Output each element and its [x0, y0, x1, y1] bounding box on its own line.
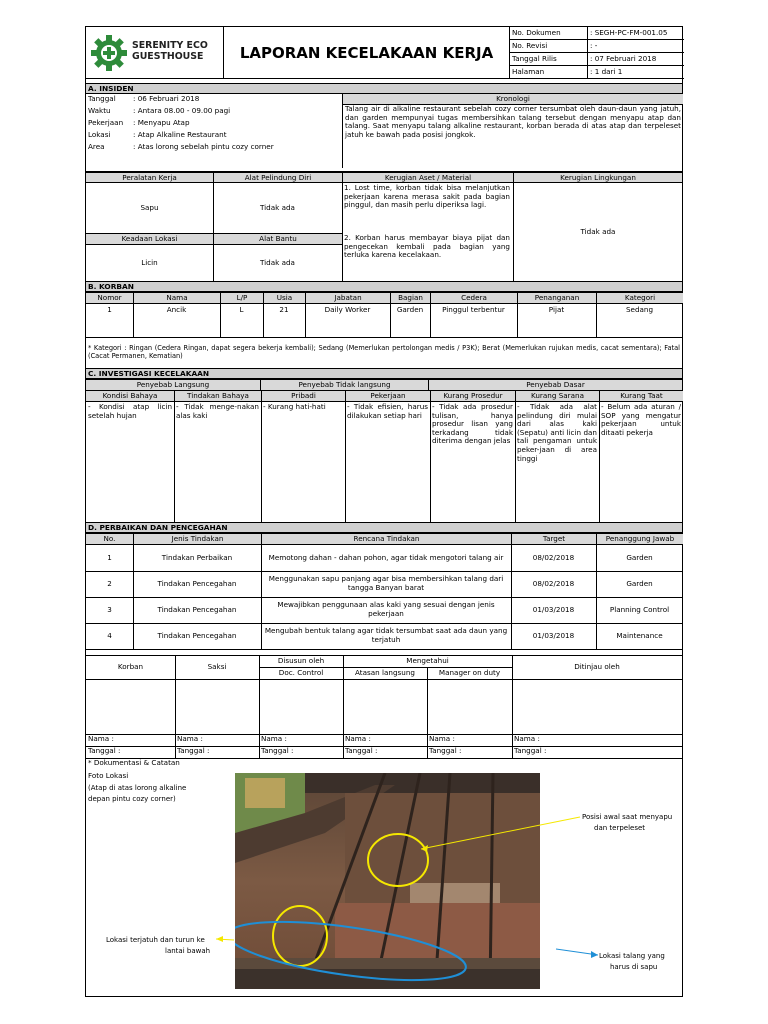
perbaikan-cell: 08/02/2018 [511, 545, 597, 572]
investigasi-sub-header: Pekerjaan [345, 391, 431, 402]
equipment-loss-table [86, 171, 682, 281]
kerugian-lingkungan-value: Tidak ada [580, 227, 616, 237]
perbaikan-cell: Planning Control [596, 597, 683, 624]
kategori-note: * Kategori : Ringan (Cedera Ringan, dapat segera bekerja kembali); Sedang (Memerlukan pertolongan medis / P3K); Berat (Memerlukan rujukan medis, cacat sementara); Fatal (Cacat Permanen, Kematian) [88, 344, 680, 360]
sig-atasan: Atasan langsung [343, 668, 428, 680]
perbaikan-cell: 4 [86, 623, 134, 650]
kronologi-box [342, 94, 682, 168]
kerugian-aset-header: Kerugian Aset / Material [342, 172, 514, 183]
perbaikan-col-header: Jenis Tindakan [133, 533, 262, 545]
signature-space [259, 680, 344, 735]
section-a-header: A. INSIDEN [86, 83, 682, 94]
field-value: : Menyapu Atap [133, 118, 190, 127]
signature-nama: Nama : [343, 735, 428, 747]
investigasi-cell: - Kurang hati-hati [261, 402, 346, 522]
field-value: : Antara 08.00 - 09.00 pagi [133, 106, 231, 115]
foto-lokasi-title: Foto Lokasi [88, 771, 129, 780]
field-value: : Atas lorong sebelah pintu cozy corner [133, 142, 274, 151]
sig-saksi-header: Saksi [175, 656, 260, 680]
perbaikan-cell: 08/02/2018 [511, 571, 597, 598]
korban-cell: Pijat [517, 304, 597, 338]
korban-col-header: Bagian [390, 292, 431, 304]
doc-info-value: : - [588, 40, 684, 53]
perbaikan-col-header: Penanggung Jawab [596, 533, 683, 545]
doc-info-value: : 07 Februari 2018 [588, 53, 684, 66]
alat-bantu-header: Alat Bantu [213, 234, 343, 245]
investigasi-cell: - Kondisi atap licin setelah hujan [86, 402, 175, 522]
annotation-lokasi-line1: Lokasi terjatuh dan turun ke [106, 936, 205, 944]
korban-col-header: Usia [263, 292, 306, 304]
perbaikan-cell: 01/03/2018 [511, 597, 597, 624]
investigasi-table [86, 379, 682, 522]
korban-cell: Pinggul terbentur [430, 304, 518, 338]
kronologi-title: Kronologi [343, 94, 683, 105]
korban-col-header: Penanganan [517, 292, 597, 304]
section-b-header: B. KORBAN [86, 281, 682, 292]
signature-nama: Nama : [175, 735, 260, 747]
perbaikan-table [86, 533, 682, 653]
investigasi-cell: - Tidak menge-nakan alas kaki [174, 402, 262, 522]
sig-disusun-header: Disusun oleh [259, 656, 344, 668]
gear-logo-icon [90, 34, 128, 72]
korban-col-header: Nama [133, 292, 221, 304]
investigasi-cell: - Tidak efisien, harus dilakukan setiap hari [345, 402, 431, 522]
sig-manager: Manager on duty [427, 668, 513, 680]
signature-nama: Nama : [427, 735, 513, 747]
korban-col-header: L/P [220, 292, 264, 304]
peralatan-kerja-header: Peralatan Kerja [86, 172, 214, 183]
annotation-posisi-line2: dan terpeleset [594, 824, 646, 832]
signature-tanggal: Tanggal : [175, 747, 260, 759]
korban-cell: 1 [86, 304, 134, 338]
investigasi-cell: - Belum ada aturan / SOP yang mengatur pekerjaan untuk ditaati pekerja [601, 402, 681, 437]
field-label: Waktu [88, 106, 111, 115]
kerugian-aset-cell [342, 183, 514, 282]
investigasi-sub-header: Kurang Sarana [515, 391, 600, 402]
investigasi-cell: - Tidak ada prosedur tulisan, hanya prosedur lisan yang terkadang tidak diterima dengan jelas [430, 402, 516, 522]
annotation-lokasi-line2: lantai bawah [165, 947, 211, 955]
section-c-header: C. INVESTIGASI KECELAKAAN [86, 368, 682, 379]
company-logo-block [86, 27, 224, 79]
signature-space [86, 680, 176, 735]
korban-col-header: Cedera [430, 292, 518, 304]
field-value: : Atap Alkaline Restaurant [133, 130, 227, 139]
penyebab-langsung-header: Penyebab Langsung [86, 379, 261, 391]
company-name-line1: SERENITY ECO [132, 40, 208, 51]
kerugian-aset-item-1: 1. Lost time, korban tidak bisa melanjutkan pekerjaan karena merasa sakit pada bagian pinggul, dan masih perlu diperiksa lagi. [344, 183, 510, 210]
section-d-header: D. PERBAIKAN DAN PENCEGAHAN [86, 522, 682, 533]
sig-doc-control: Doc. Control [259, 668, 344, 680]
sig-ditinjau-header: Ditinjau oleh [512, 656, 682, 680]
doc-info-value: : 1 dari 1 [590, 67, 623, 76]
signature-tanggal: Tanggal : [512, 747, 682, 759]
field-value: : 06 Februari 2018 [133, 94, 200, 103]
field-label: Tanggal [88, 94, 116, 103]
company-name-line2: GUESTHOUSE [132, 51, 204, 62]
alat-bantu-value: Tidak ada [213, 245, 343, 282]
signature-tanggal: Tanggal : [427, 747, 513, 759]
investigasi-sub-header: Kondisi Bahaya [86, 391, 175, 402]
korban-col-header: Nomor [86, 292, 134, 304]
korban-table [86, 292, 682, 338]
doc-info-label: No. Revisi [510, 40, 588, 53]
apd-value: Tidak ada [213, 183, 343, 234]
insiden-fields [86, 95, 342, 165]
perbaikan-cell: Tindakan Pencegahan [133, 597, 262, 624]
signature-tanggal: Tanggal : [259, 747, 344, 759]
annotation-talang-line1: Lokasi talang yang [599, 952, 665, 960]
keadaan-lokasi-header: Keadaan Lokasi [86, 234, 214, 245]
perbaikan-cell: Mewajibkan penggunaan alas kaki yang sesuai dengan jenis pekerjaan [261, 597, 512, 624]
foto-caption-line1: (Atap di atas lorong alkaline [88, 784, 187, 792]
doc-info-table [510, 27, 684, 79]
investigasi-cell: - Tidak ada alat pelindung diri mulai dari alas kaki (Sepatu) anti licin dan tali pengaman untuk peker-jaan di area tinggi [515, 402, 600, 522]
signature-tanggal: Tanggal : [86, 747, 176, 759]
sig-mengetahui-header: Mengetahui [343, 656, 513, 668]
korban-col-header: Kategori [596, 292, 683, 304]
penyebab-tidak-langsung-header: Penyebab Tidak langsung [260, 379, 429, 391]
kronologi-text: Talang air di alkaline restaurant sebelah cozy corner tersumbat oleh daun-daun yang jatuh, dan garden mempunyai tugas membersihkan talang tersebut dengan menyapu atap dan talang. Saat menyapu talang alkaline restaurant, korban berada di atas atap dan terpeleset jatuh ke bawah pada posisi jongkok. [345, 104, 681, 139]
korban-cell: Ancik [133, 304, 221, 338]
kerugian-aset-item-2: 2. Korban harus membayar biaya pijat dan pengecekan kembali pada bagian yang terluka karena kecelakaan. [344, 233, 510, 260]
apd-header: Alat Pelindung Diri [213, 172, 343, 183]
doc-info-label: No. Dokumen [510, 27, 588, 40]
report-title: LAPORAN KECELAKAAN KERJA [224, 27, 510, 79]
korban-cell: 21 [263, 304, 306, 338]
korban-cell: Sedang [596, 304, 683, 338]
investigasi-sub-header: Kurang Prosedur [430, 391, 516, 402]
sig-korban-header: Korban [86, 656, 176, 680]
perbaikan-cell: Tindakan Pencegahan [133, 571, 262, 598]
field-label: Area [88, 142, 105, 151]
signature-nama: Nama : [259, 735, 344, 747]
investigasi-sub-header: Pribadi [261, 391, 346, 402]
signature-nama: Nama : [86, 735, 176, 747]
roof-photo-image [235, 773, 540, 989]
korban-col-header: Jabatan [305, 292, 391, 304]
investigasi-sub-header: Tindakan Bahaya [174, 391, 262, 402]
korban-cell: L [220, 304, 264, 338]
perbaikan-cell: 2 [86, 571, 134, 598]
perbaikan-cell: Mengubah bentuk talang agar tidak tersumbat saat ada daun yang terjatuh [261, 623, 512, 650]
field-label: Lokasi [88, 130, 111, 139]
perbaikan-cell: 3 [86, 597, 134, 624]
arrow-lokasi [216, 939, 234, 940]
korban-cell: Garden [390, 304, 431, 338]
keadaan-lokasi-value: Licin [86, 245, 214, 282]
arrow-talang [556, 949, 598, 955]
doc-info-label: Tanggal Rilis [510, 53, 588, 66]
signature-space [427, 680, 513, 735]
doc-info-value: : SEGH-PC-FM-001.05 [588, 27, 684, 40]
perbaikan-cell: Menggunakan sapu panjang agar bisa membersihkan talang dari tangga Banyan barat [261, 571, 512, 598]
roof-photo [235, 773, 540, 989]
kerugian-lingkungan-header: Kerugian Lingkungan [513, 172, 682, 183]
peralatan-kerja-value: Sapu [86, 183, 214, 234]
perbaikan-cell: Garden [596, 571, 683, 598]
perbaikan-cell: Garden [596, 545, 683, 572]
dokumentasi-title: * Dokumentasi & Catatan [88, 758, 180, 767]
annotation-talang-line2: harus di sapu [610, 963, 658, 971]
field-label: Pekerjaan [88, 118, 124, 127]
perbaikan-col-header: No. [86, 533, 134, 545]
perbaikan-cell: Tindakan Perbaikan [133, 545, 262, 572]
perbaikan-col-header: Target [511, 533, 597, 545]
korban-cell: Daily Worker [305, 304, 391, 338]
signature-space [512, 680, 682, 735]
report-page [85, 26, 683, 997]
perbaikan-col-header: Rencana Tindakan [261, 533, 512, 545]
doc-info-label: Halaman [510, 66, 588, 79]
signature-table [86, 655, 682, 758]
foto-caption-line2: depan pintu cozy corner) [88, 795, 176, 803]
penyebab-dasar-header: Penyebab Dasar [428, 379, 682, 391]
annotation-posisi-line1: Posisi awal saat menyapu [582, 813, 673, 821]
perbaikan-cell: Maintenance [596, 623, 683, 650]
perbaikan-cell: Tindakan Pencegahan [133, 623, 262, 650]
perbaikan-cell: 1 [86, 545, 134, 572]
signature-tanggal: Tanggal : [343, 747, 428, 759]
perbaikan-cell: 01/03/2018 [511, 623, 597, 650]
signature-space [175, 680, 260, 735]
signature-nama: Nama : [512, 735, 682, 747]
signature-space [343, 680, 428, 735]
perbaikan-cell: Memotong dahan - dahan pohon, agar tidak mengotori talang air [261, 545, 512, 572]
investigasi-sub-header: Kurang Taat [599, 391, 683, 402]
